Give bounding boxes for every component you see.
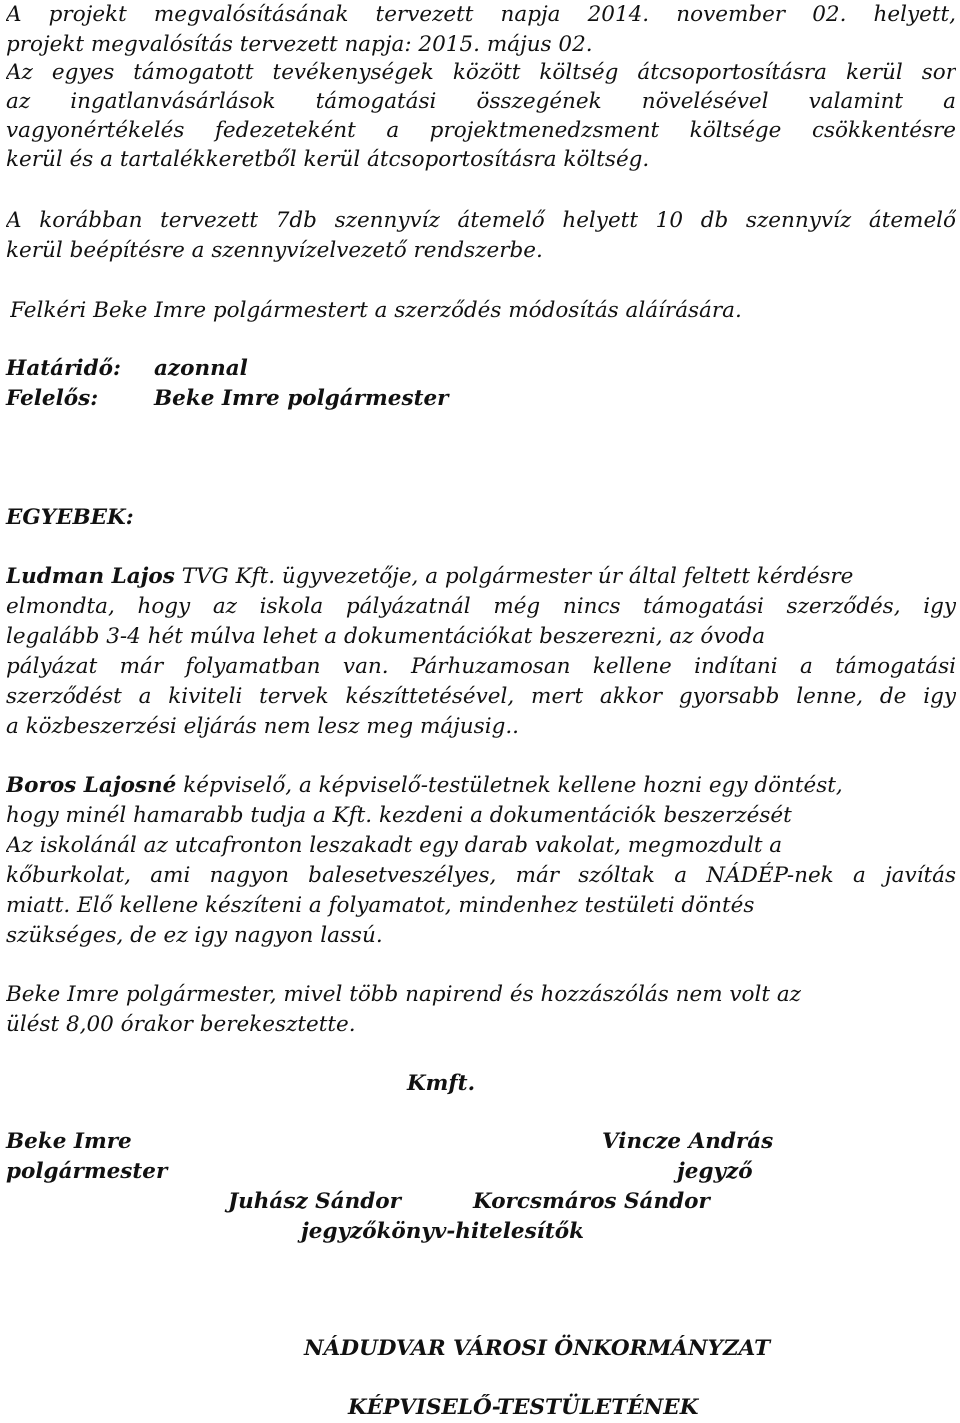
paragraph-line: A projekt megvalósításának tervezett napja 2014. november 02. helyett,	[6, 2, 956, 27]
paragraph-line: legalább 3-4 hét múlva lehet a dokumentációkat beszerezni, az óvoda	[6, 624, 766, 649]
paragraph-line	[6, 771, 956, 801]
paragraph-line: Felkéri Beke Imre polgármestert a szerződés módosítás aláírására.	[10, 298, 742, 323]
responsible-value: Beke Imre polgármester	[154, 386, 449, 411]
paragraph-line: pályázat már folyamatban van. Párhuzamosan kellene indítani a támogatási	[6, 654, 956, 679]
paragraph-line: miatt. Elő kellene készíteni a folyamatot, mindenhez testületi döntés	[6, 893, 755, 918]
paragraph-text: képviselő, a képviselő-testületnek kellene hozni egy döntést,	[176, 773, 843, 798]
paragraph-line: hogy minél hamarabb tudja a Kft. kezdeni a dokumentációk beszerzését	[6, 803, 792, 828]
paragraph-line: szükséges, de ez igy nagyon lassú.	[6, 923, 383, 948]
mayor-title: polgármester	[6, 1159, 168, 1184]
deadline-value: azonnal	[154, 356, 248, 381]
paragraph-line: Az iskolánál az utcafronton leszakadt egy darab vakolat, megmozdult a	[6, 833, 783, 858]
kmft-label: Kmft.	[407, 1071, 476, 1096]
deadline-label: Határidő:	[6, 356, 121, 381]
paragraph-line: kerül és a tartalékkeretből kerül átcsoportosításra költség.	[6, 147, 650, 172]
notary-title: jegyző	[677, 1159, 753, 1184]
footer-body: KÉPVISELŐ-TESTÜLETÉNEK	[348, 1395, 699, 1420]
paragraph-line	[6, 562, 956, 592]
paragraph-line: az ingatlanvásárlások támogatási összegének növelésével valamint a	[6, 89, 956, 114]
certifier-2-name: Korcsmáros Sándor	[473, 1189, 710, 1214]
paragraph-line: Beke Imre polgármester, mivel több napirend és hozzászólás nem volt az	[6, 982, 801, 1007]
certifier-1-name: Juhász Sándor	[228, 1189, 401, 1214]
speaker-name: Boros Lajosné	[6, 773, 177, 798]
speaker-name: Ludman Lajos	[6, 564, 175, 589]
paragraph-line: elmondta, hogy az iskola pályázatnál még nincs támogatási szerződés, igy	[6, 594, 956, 619]
paragraph-line: ülést 8,00 órakor berekesztette.	[6, 1012, 356, 1037]
paragraph-line: szerződést a kiviteli tervek készíttetésével, mert akkor gyorsabb lenne, de igy	[6, 684, 956, 709]
paragraph-line: a közbeszerzési eljárás nem lesz meg májusig..	[6, 714, 519, 739]
responsible-label: Felelős:	[6, 386, 99, 411]
paragraph-line: kerül beépítésre a szennyvízelvezető rendszerbe.	[6, 238, 543, 263]
certifier-title: jegyzőkönyv-hitelesítők	[301, 1219, 585, 1244]
paragraph-text: TVG Kft. ügyvezetője, a polgármester úr által feltett kérdésre	[174, 564, 854, 589]
notary-name: Vincze András	[602, 1129, 774, 1154]
mayor-name: Beke Imre	[6, 1129, 132, 1154]
section-title: EGYEBEK:	[6, 505, 134, 530]
footer-org: NÁDUDVAR VÁROSI ÖNKORMÁNYZAT	[304, 1336, 771, 1361]
paragraph-line: vagyonértékelés fedezeteként a projektmenedzsment költsége csökkentésre	[6, 118, 956, 143]
paragraph-line: projekt megvalósítás tervezett napja: 2015. május 02.	[6, 32, 593, 57]
paragraph-line: Az egyes támogatott tevékenységek között költség átcsoportosításra kerül sor	[6, 60, 956, 85]
paragraph-line: A korábban tervezett 7db szennyvíz átemelő helyett 10 db szennyvíz átemelő	[6, 208, 956, 233]
paragraph-line: kőburkolat, ami nagyon balesetveszélyes, már szóltak a NÁDÉP-nek a javítás	[6, 863, 956, 888]
